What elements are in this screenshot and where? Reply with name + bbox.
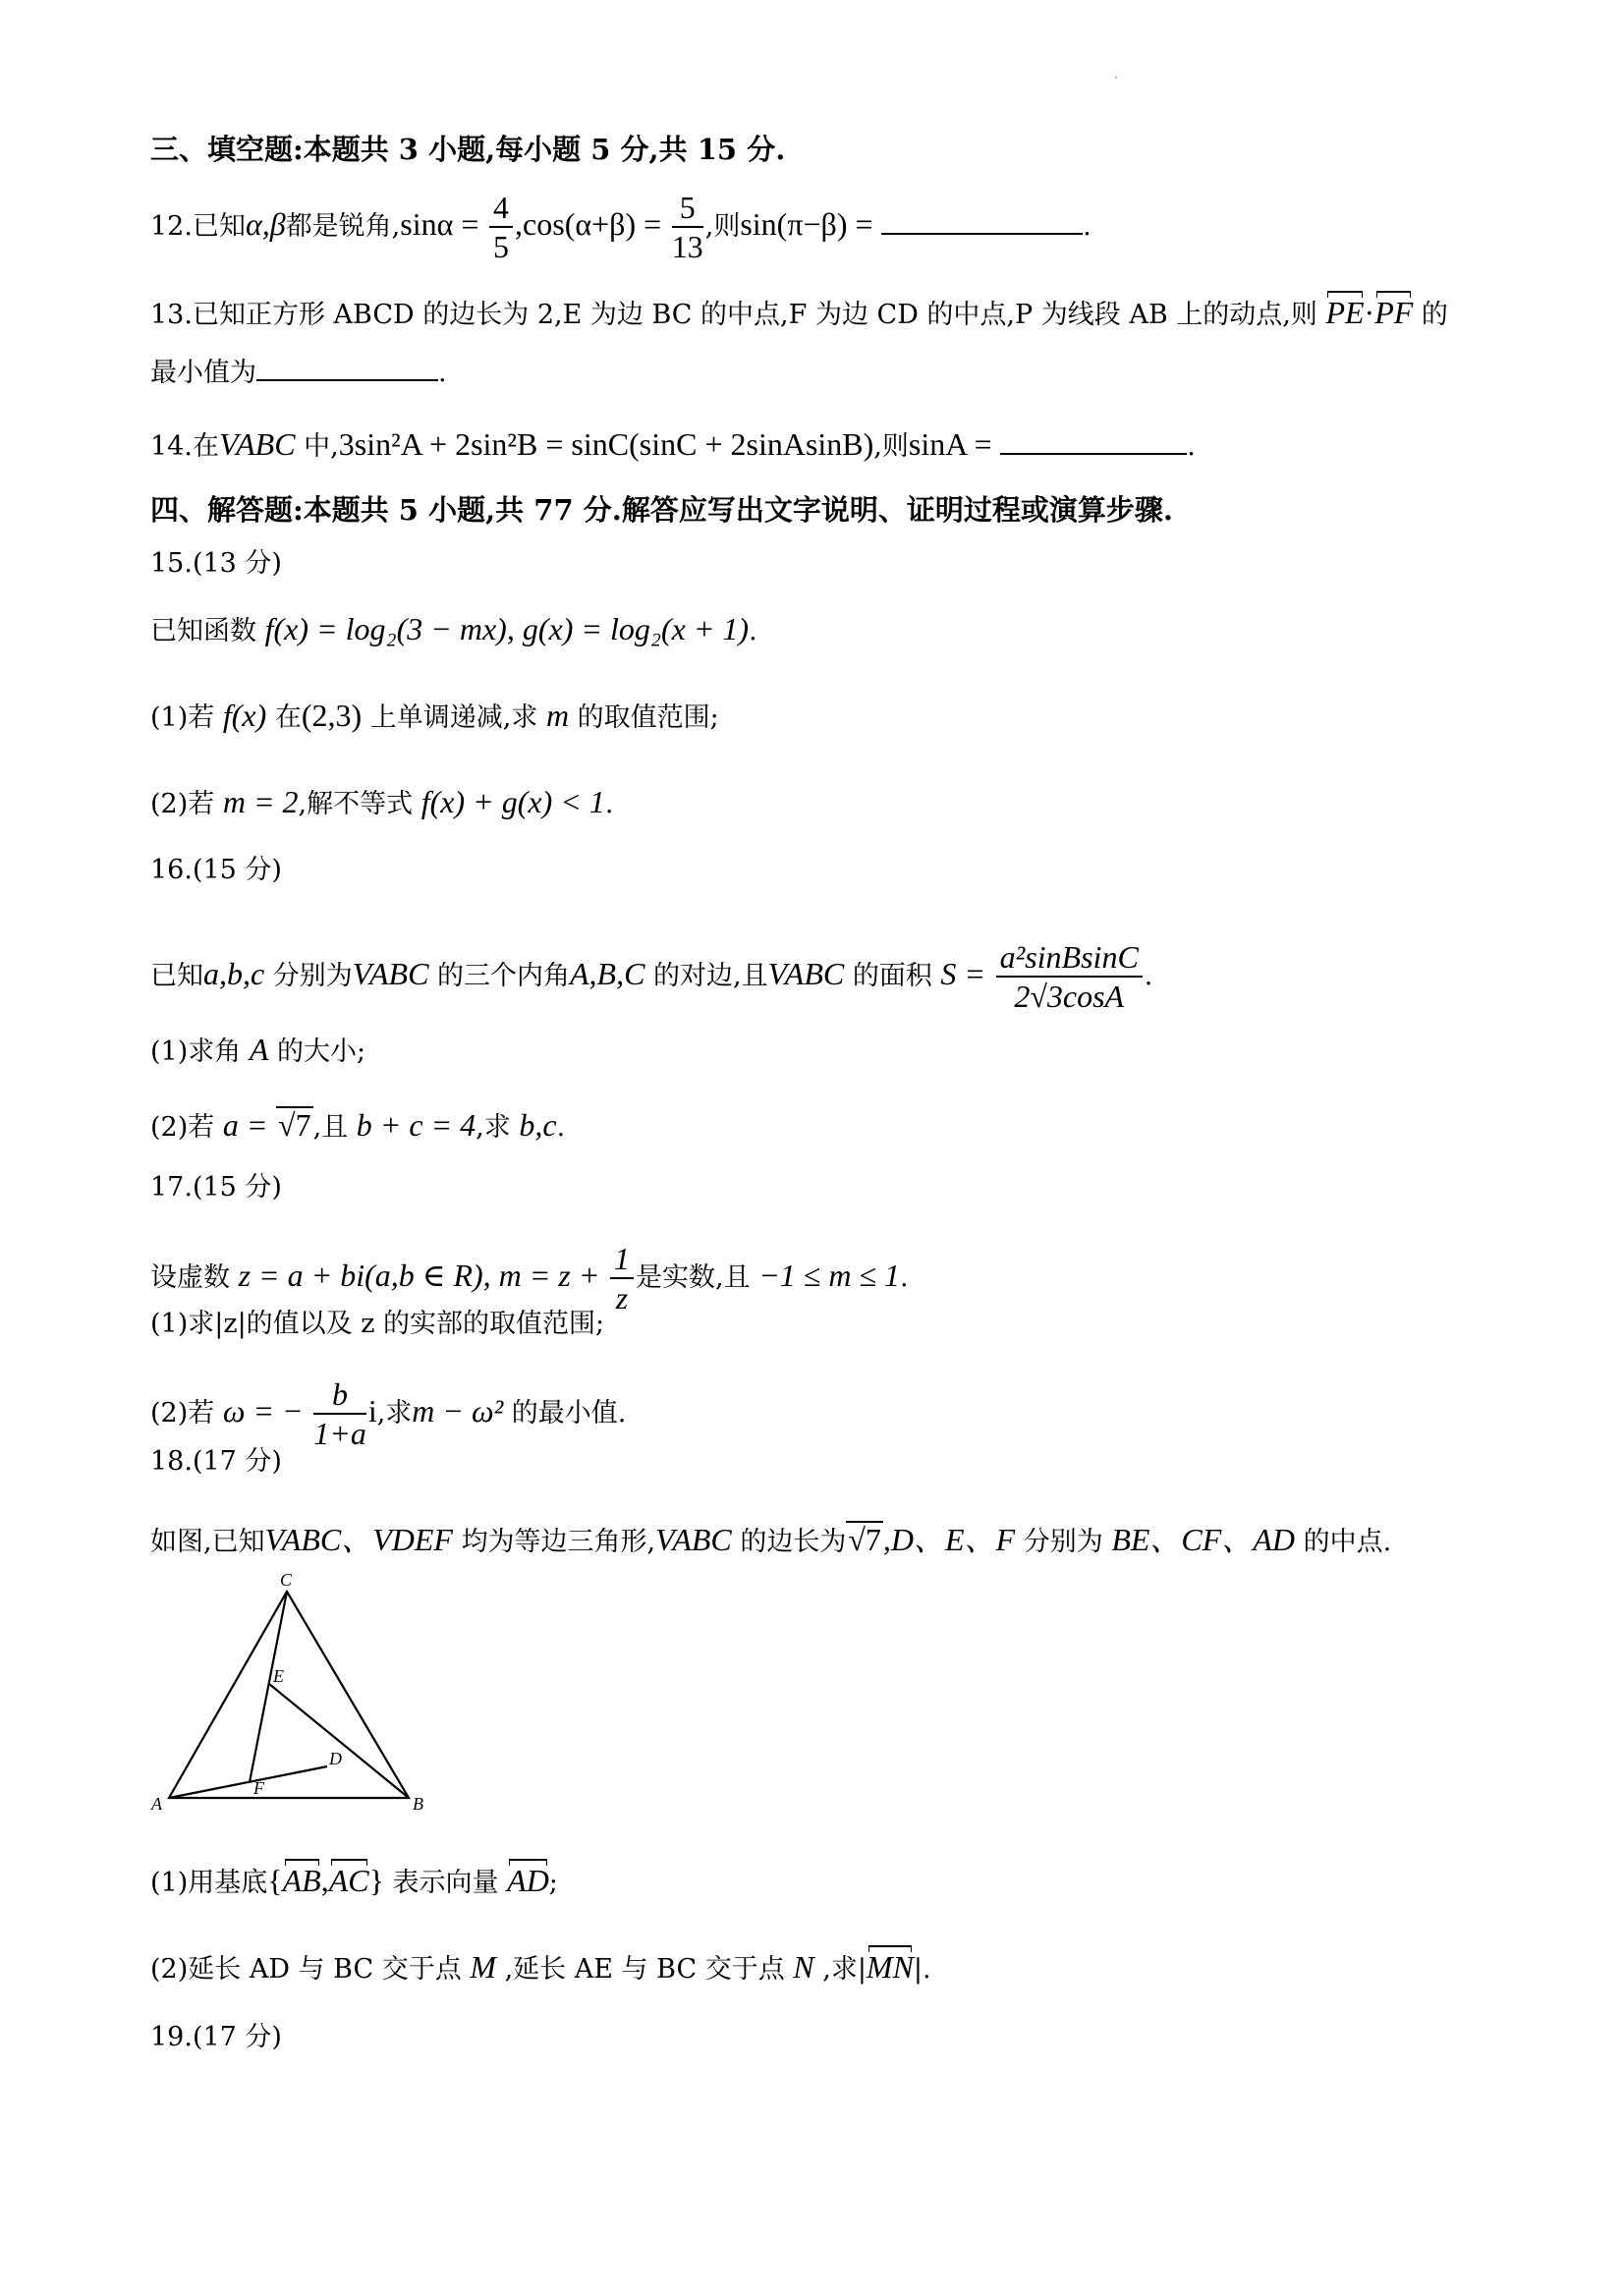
q17-p2-omega: ω = − <box>222 1392 304 1428</box>
q18-p1-brace-close: } <box>368 1863 384 1898</box>
q15-p1-text-a: (1)若 <box>150 702 215 733</box>
q18-text-d: 分别为 <box>1023 1527 1103 1557</box>
q18-part-1 <box>150 1865 558 1896</box>
q15-p1-text-c: 上单调递减,求 <box>369 702 538 733</box>
q16-part-2 <box>150 1106 565 1143</box>
q16-p2-text-a: (2)若 <box>150 1112 215 1143</box>
q16-p2-a: a = <box>222 1107 268 1143</box>
q15-p2-text-b: ,解不等式 <box>298 789 414 819</box>
q17-m-range: −1 ≤ m ≤ 1 <box>758 1257 901 1293</box>
q17-p2-fraction <box>313 1375 366 1453</box>
q16-part-1 <box>150 1034 365 1065</box>
q14-triangle: VABC <box>218 426 296 462</box>
q16-area-s: S = <box>940 955 986 991</box>
q14-target: sinA = <box>908 426 992 462</box>
scan-speck <box>1115 77 1117 79</box>
figure-label-c: C <box>280 1572 293 1590</box>
question-13-line-1 <box>150 297 1448 328</box>
q14-end: . <box>1187 431 1196 462</box>
q13-line1-end: 的 <box>1421 300 1448 330</box>
q15-stem-prefix: 已知函数 <box>150 616 256 646</box>
q12-sin-alpha: sinα = <box>400 205 479 242</box>
q16-p2-radicand: 7 <box>295 1107 311 1143</box>
q15-p2-text-c: . <box>604 789 614 819</box>
figure-segment-ad <box>169 1766 327 1798</box>
q18-p2-vector-mn: MN <box>866 1949 914 1985</box>
q18-triangle-abc: VABC <box>655 1522 732 1557</box>
q18-p2-text-b: ,延长 AE 与 BC 交于点 <box>504 1954 785 1985</box>
q17-z-def: z = a + bi(a,b ∈ R), m = z + <box>238 1257 600 1293</box>
q17-f2-den: 1+a <box>313 1416 366 1452</box>
q16-p2-text-c: ,求 <box>476 1112 511 1143</box>
q18-figure <box>147 1572 442 1818</box>
q16-triangle: VABC <box>352 955 429 991</box>
q15-p2-text-a: (2)若 <box>150 789 215 819</box>
q17-label: 17.(15 分) <box>150 1172 282 1203</box>
q12-vars: α,β <box>245 205 286 242</box>
q15-part-2 <box>150 786 613 817</box>
figure-label-a: A <box>151 1794 162 1814</box>
q13-dot: · <box>1364 295 1375 330</box>
q12-end: . <box>1083 210 1091 242</box>
figure-triangle-abc <box>169 1592 409 1798</box>
q14-then: ,则 <box>873 431 909 462</box>
q17-part-1: (1)求|z|的值以及 z 的实部的取值范围; <box>150 1309 605 1339</box>
q12-fraction-2 <box>672 189 703 266</box>
q17-p2-text-a: (2)若 <box>150 1397 215 1428</box>
q18-label: 18.(17 分) <box>150 1446 282 1477</box>
q18-text-e: 的中点. <box>1303 1527 1392 1557</box>
q12-f1-num: 4 <box>489 189 513 228</box>
figure-segment-cf <box>250 1592 287 1782</box>
q15-p1-text-d: 的取值范围; <box>577 702 719 733</box>
q18-p1-comma: , <box>320 1863 329 1898</box>
q16-angles: A,B,C <box>570 955 645 991</box>
q18-stem <box>150 1521 1391 1557</box>
q18-points: ,D、E、F <box>882 1522 1016 1557</box>
q17-p2-i: i <box>367 1392 377 1428</box>
q16-text-d: 的对边,且 <box>653 960 768 991</box>
q17-stem <box>150 1240 909 1317</box>
q17-text-a: 设虚数 <box>150 1261 230 1293</box>
q16-f-num: a²sinBsinC <box>996 938 1143 978</box>
q18-p1-text-b: 表示向量 <box>392 1868 499 1898</box>
q18-segments: BE、CF、AD <box>1111 1522 1295 1557</box>
q13-text: 13.已知正方形 ABCD 的边长为 2,E 为边 BC 的中点,F 为边 CD 的中点,P 为线段 AB 上的动点,则 <box>150 300 1317 330</box>
q15-label: 15.(13 分) <box>150 548 282 579</box>
q18-text-b: 均为等边三角形, <box>461 1527 656 1557</box>
q19-label: 19.(17 分) <box>150 2022 282 2052</box>
q15-functions: f(x) = log₂(3 − mx), g(x) = log₂(x + 1) <box>264 611 750 646</box>
q13-vector-pf: PF <box>1374 295 1414 330</box>
q16-p2-end: . <box>556 1112 566 1143</box>
q16-f-den: 2√3cosA <box>1014 979 1125 1015</box>
q18-triangles: VABC、VDEF <box>264 1522 453 1557</box>
q18-p2-text-c: ,求| <box>822 1954 867 1985</box>
q17-part-2 <box>150 1375 626 1453</box>
q17-p2-text-b: ,求 <box>376 1397 413 1428</box>
q12-cos-sum: ,cos(α+β) = <box>515 205 662 242</box>
figure-label-e: E <box>273 1666 284 1686</box>
q17-f-num: 1 <box>610 1240 634 1279</box>
figure-segment-be <box>269 1684 409 1798</box>
question-13-line-2 <box>150 360 447 386</box>
q16-text-a: 已知 <box>150 960 203 991</box>
q16-end: . <box>1144 960 1153 991</box>
q18-text-a: 如图,已知 <box>150 1527 265 1557</box>
q17-f2-num: b <box>313 1375 366 1415</box>
q13-min-label: 最小值为 <box>150 358 256 388</box>
q16-stem <box>150 938 1152 1016</box>
figure-label-b: B <box>413 1794 423 1814</box>
q12-f1-den: 5 <box>493 229 510 265</box>
q12-f2-num: 5 <box>672 189 703 228</box>
q16-text-b: 分别为 <box>272 960 353 991</box>
q18-p1-text-a: (1)用基底 <box>150 1868 268 1898</box>
q14-answer-blank <box>1000 451 1187 455</box>
question-14 <box>150 428 1196 460</box>
q18-p1-vector-ac: AC <box>328 1863 369 1898</box>
q18-sqrt: √7 <box>848 1522 881 1557</box>
q18-p2-end: |. <box>913 1954 931 1985</box>
q15-stem-end: . <box>749 616 757 646</box>
q18-text-c: 的边长为 <box>740 1527 847 1557</box>
q18-p1-vector-ab: AB <box>282 1863 321 1898</box>
q17-p2-expr: m − ω² <box>412 1392 504 1428</box>
q12-fraction-1 <box>489 189 513 266</box>
question-12 <box>150 189 1091 266</box>
q12-target: sin(π−β) = <box>740 205 873 242</box>
figure-label-f: F <box>253 1778 264 1798</box>
q18-p1-brace-open: { <box>267 1863 283 1898</box>
q15-p2-m-value: m = 2 <box>222 784 299 819</box>
q16-sides: a,b,c <box>203 955 265 991</box>
q16-p1-text-a: (1)求角 <box>150 1036 242 1067</box>
q18-p1-vector-ad: AD <box>507 1863 549 1898</box>
q16-p2-bc: b,c <box>519 1107 557 1143</box>
q15-stem <box>150 613 757 644</box>
q18-p1-end: ; <box>548 1868 558 1898</box>
q17-end: . <box>900 1261 909 1293</box>
q12-answer-blank <box>881 231 1083 235</box>
q15-part-1 <box>150 700 719 731</box>
q16-text-c: 的三个内角 <box>437 960 570 991</box>
q16-p2-sqrt: √7 <box>278 1107 311 1143</box>
q16-p2-sum: b + c = 4 <box>356 1107 476 1143</box>
q12-text: 都是锐角, <box>285 210 401 242</box>
q15-p1-m: m <box>545 698 570 733</box>
q16-text-e: 的面积 <box>852 960 932 991</box>
q18-p2-point-n: N <box>793 1949 814 1985</box>
q14-prefix: 14.在 <box>150 431 219 462</box>
section-3-heading: 三、填空题:本题共 3 小题,每小题 5 分,共 15 分. <box>150 133 786 166</box>
q12-prefix: 12.已知 <box>150 210 246 242</box>
q18-p2-text-a: (2)延长 AD 与 BC 交于点 <box>150 1954 462 1985</box>
q18-radicand: 7 <box>865 1522 881 1557</box>
q18-part-2 <box>150 1951 931 1983</box>
q13-vector-pe: PE <box>1325 295 1365 330</box>
q16-p1-text-b: 的大小; <box>276 1036 366 1067</box>
q17-fraction <box>610 1240 634 1317</box>
q14-equation: 3sin²A + 2sin²B = sinC(sinC + 2sinAsinB) <box>338 426 874 462</box>
q14-mid: 中, <box>304 431 339 462</box>
q18-p2-point-m: M <box>470 1949 496 1985</box>
q15-p2-inequality: f(x) + g(x) < 1 <box>420 784 605 819</box>
q15-p1-interval: (2,3) <box>301 698 363 733</box>
q16-triangle-2: VABC <box>767 955 845 991</box>
q12-f2-den: 13 <box>671 229 703 265</box>
q17-text-b: 是实数,且 <box>636 1261 751 1293</box>
q13-line2-end: . <box>438 358 447 388</box>
q17-f-den: z <box>615 1280 629 1316</box>
q15-p1-fx: f(x) <box>222 698 267 733</box>
q16-p1-angle: A <box>249 1032 269 1067</box>
q13-answer-blank <box>256 377 438 381</box>
q16-label: 16.(15 分) <box>150 855 282 885</box>
q15-p1-text-b: 在 <box>274 702 302 733</box>
q17-p2-text-c: 的最小值. <box>511 1397 627 1428</box>
q16-area-fraction <box>996 938 1143 1016</box>
figure-label-d: D <box>329 1749 342 1768</box>
section-4-heading: 四、解答题:本题共 5 小题,共 77 分.解答应写出文字说明、证明过程或演算步骤. <box>150 493 1173 527</box>
q12-then: ,则 <box>704 210 741 242</box>
q16-p2-text-b: ,且 <box>312 1112 349 1143</box>
